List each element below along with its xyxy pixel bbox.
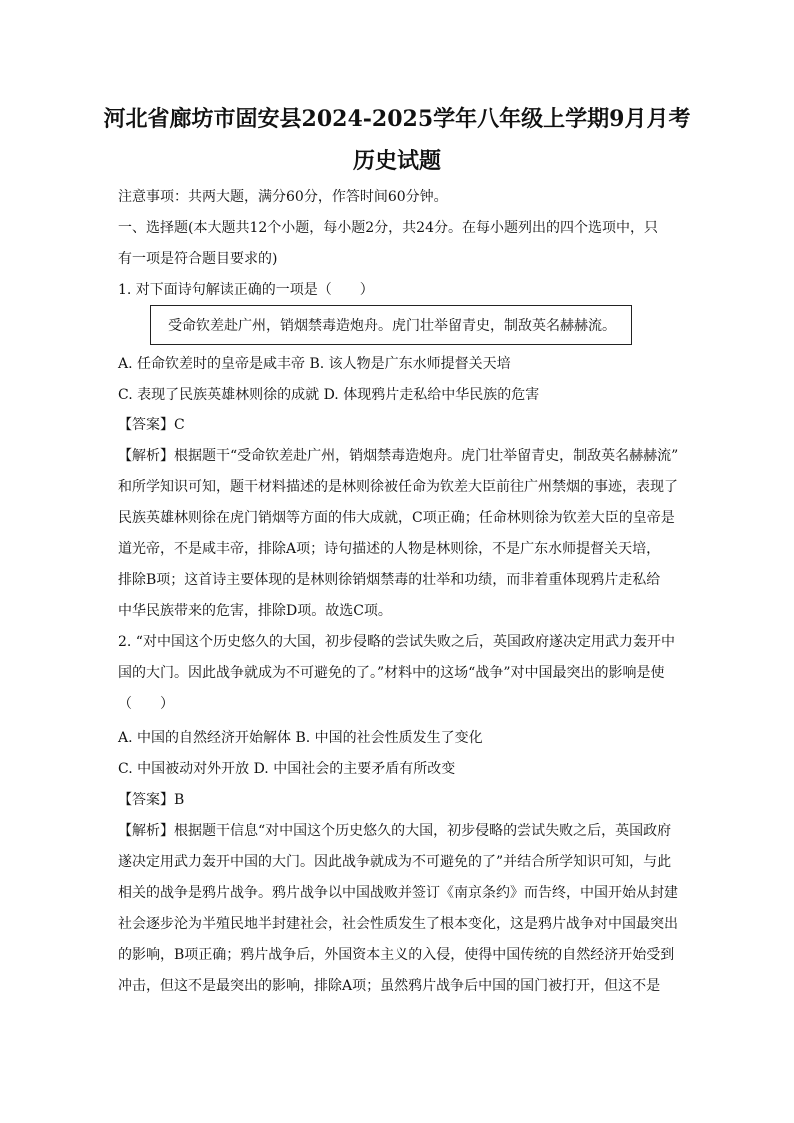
question-1-options-ab: A. 任命钦差时的皇帝是咸丰帝 B. 该人物是广东水师提督关天培	[118, 356, 511, 372]
question-2-answer: 【答案】B	[118, 792, 185, 808]
question-2-analysis-line: 遂决定用武力轰开中国的大门。因此战争就成为不可避免的了”并结合所学知识可知，与此	[118, 854, 672, 870]
notice-text: 注意事项：共两大题，满分60分，作答时间60分钟。	[118, 189, 448, 205]
section-heading: 一、选择题(本大题共12个小题，每小题2分，共24分。在每小题列出的四个选项中，只	[118, 220, 658, 236]
question-2-analysis-line: 社会逐步沦为半殖民地半封建社会，社会性质发生了根本变化，这是鸦片战争对中国最突出	[118, 916, 678, 932]
question-2-stem-line: 国的大门。因此战争就成为不可避免的了。”材料中的这场“战争”对中国最突出的影响是使	[118, 665, 665, 681]
question-1-analysis-line: 和所学知识可知，题干材料描述的是林则徐被任命为钦差大臣前往广州禁烟的事迹，表现了	[118, 479, 678, 495]
question-1-analysis-line: 排除B项；这首诗主要体现的是林则徐销烟禁毒的壮举和功绩，而非着重体现鸦片走私给	[118, 572, 661, 588]
question-1-quote: 受命钦差赴广州，销烟禁毒造炮舟。虎门壮举留青史，制敌英名赫赫流。	[168, 318, 616, 334]
question-2-analysis-line: 冲击，但这不是最突出的影响，排除A项；虽然鸦片战争后中国的国门被打开，但这不是	[118, 978, 661, 994]
question-2-stem-line: （ ）	[118, 696, 174, 712]
document-subtitle: 历史试题	[352, 148, 441, 174]
question-2-analysis-line: 的影响，B项正确；鸦片战争后，外国资本主义的入侵，使得中国传统的自然经济开始受到	[118, 947, 675, 963]
question-2-options-ab: A. 中国的自然经济开始解体 B. 中国的社会性质发生了变化	[118, 730, 483, 746]
question-2-options-cd: C. 中国被动对外开放 D. 中国社会的主要矛盾有所改变	[118, 761, 456, 777]
question-2-analysis-line: 【解析】根据题干信息“对中国这个历史悠久的大国，初步侵略的尝试失败之后，英国政府	[118, 823, 672, 839]
question-1-analysis-line: 道光帝，不是咸丰帝，排除A项；诗句描述的人物是林则徐，不是广东水师提督关天培，	[118, 541, 661, 557]
question-2-analysis-line: 相关的战争是鸦片战争。鸦片战争以中国战败并签订《南京条约》而告终，中国开始从封建	[118, 885, 678, 901]
document-title: 河北省廊坊市固安县2024-2025学年八年级上学期9月月考	[103, 106, 691, 132]
question-1-analysis-line: 【解析】根据题干“受命钦差赴广州，销烟禁毒造炮舟。虎门壮举留青史，制敌英名赫赫流”	[118, 448, 679, 464]
section-heading-cont: 有一项是符合题目要求的)	[118, 251, 278, 267]
question-1-answer: 【答案】C	[118, 417, 185, 433]
question-2-stem-line: 2. “对中国这个历史悠久的大国，初步侵略的尝试失败之后，英国政府遂决定用武力轰开中	[118, 634, 675, 650]
question-1-options-cd: C. 表现了民族英雄林则徐的成就 D. 体现鸦片走私给中华民族的危害	[118, 387, 540, 403]
question-1-quote-box	[150, 305, 632, 345]
question-1-analysis-line: 民族英雄林则徐在虎门销烟等方面的伟大成就，C项正确；任命林则徐为钦差大臣的皇帝是	[118, 510, 675, 526]
question-1-stem: 1. 对下面诗句解读正确的一项是（ ）	[118, 282, 374, 298]
question-1-analysis-line: 中华民族带来的危害，排除D项。故选C项。	[118, 603, 392, 619]
